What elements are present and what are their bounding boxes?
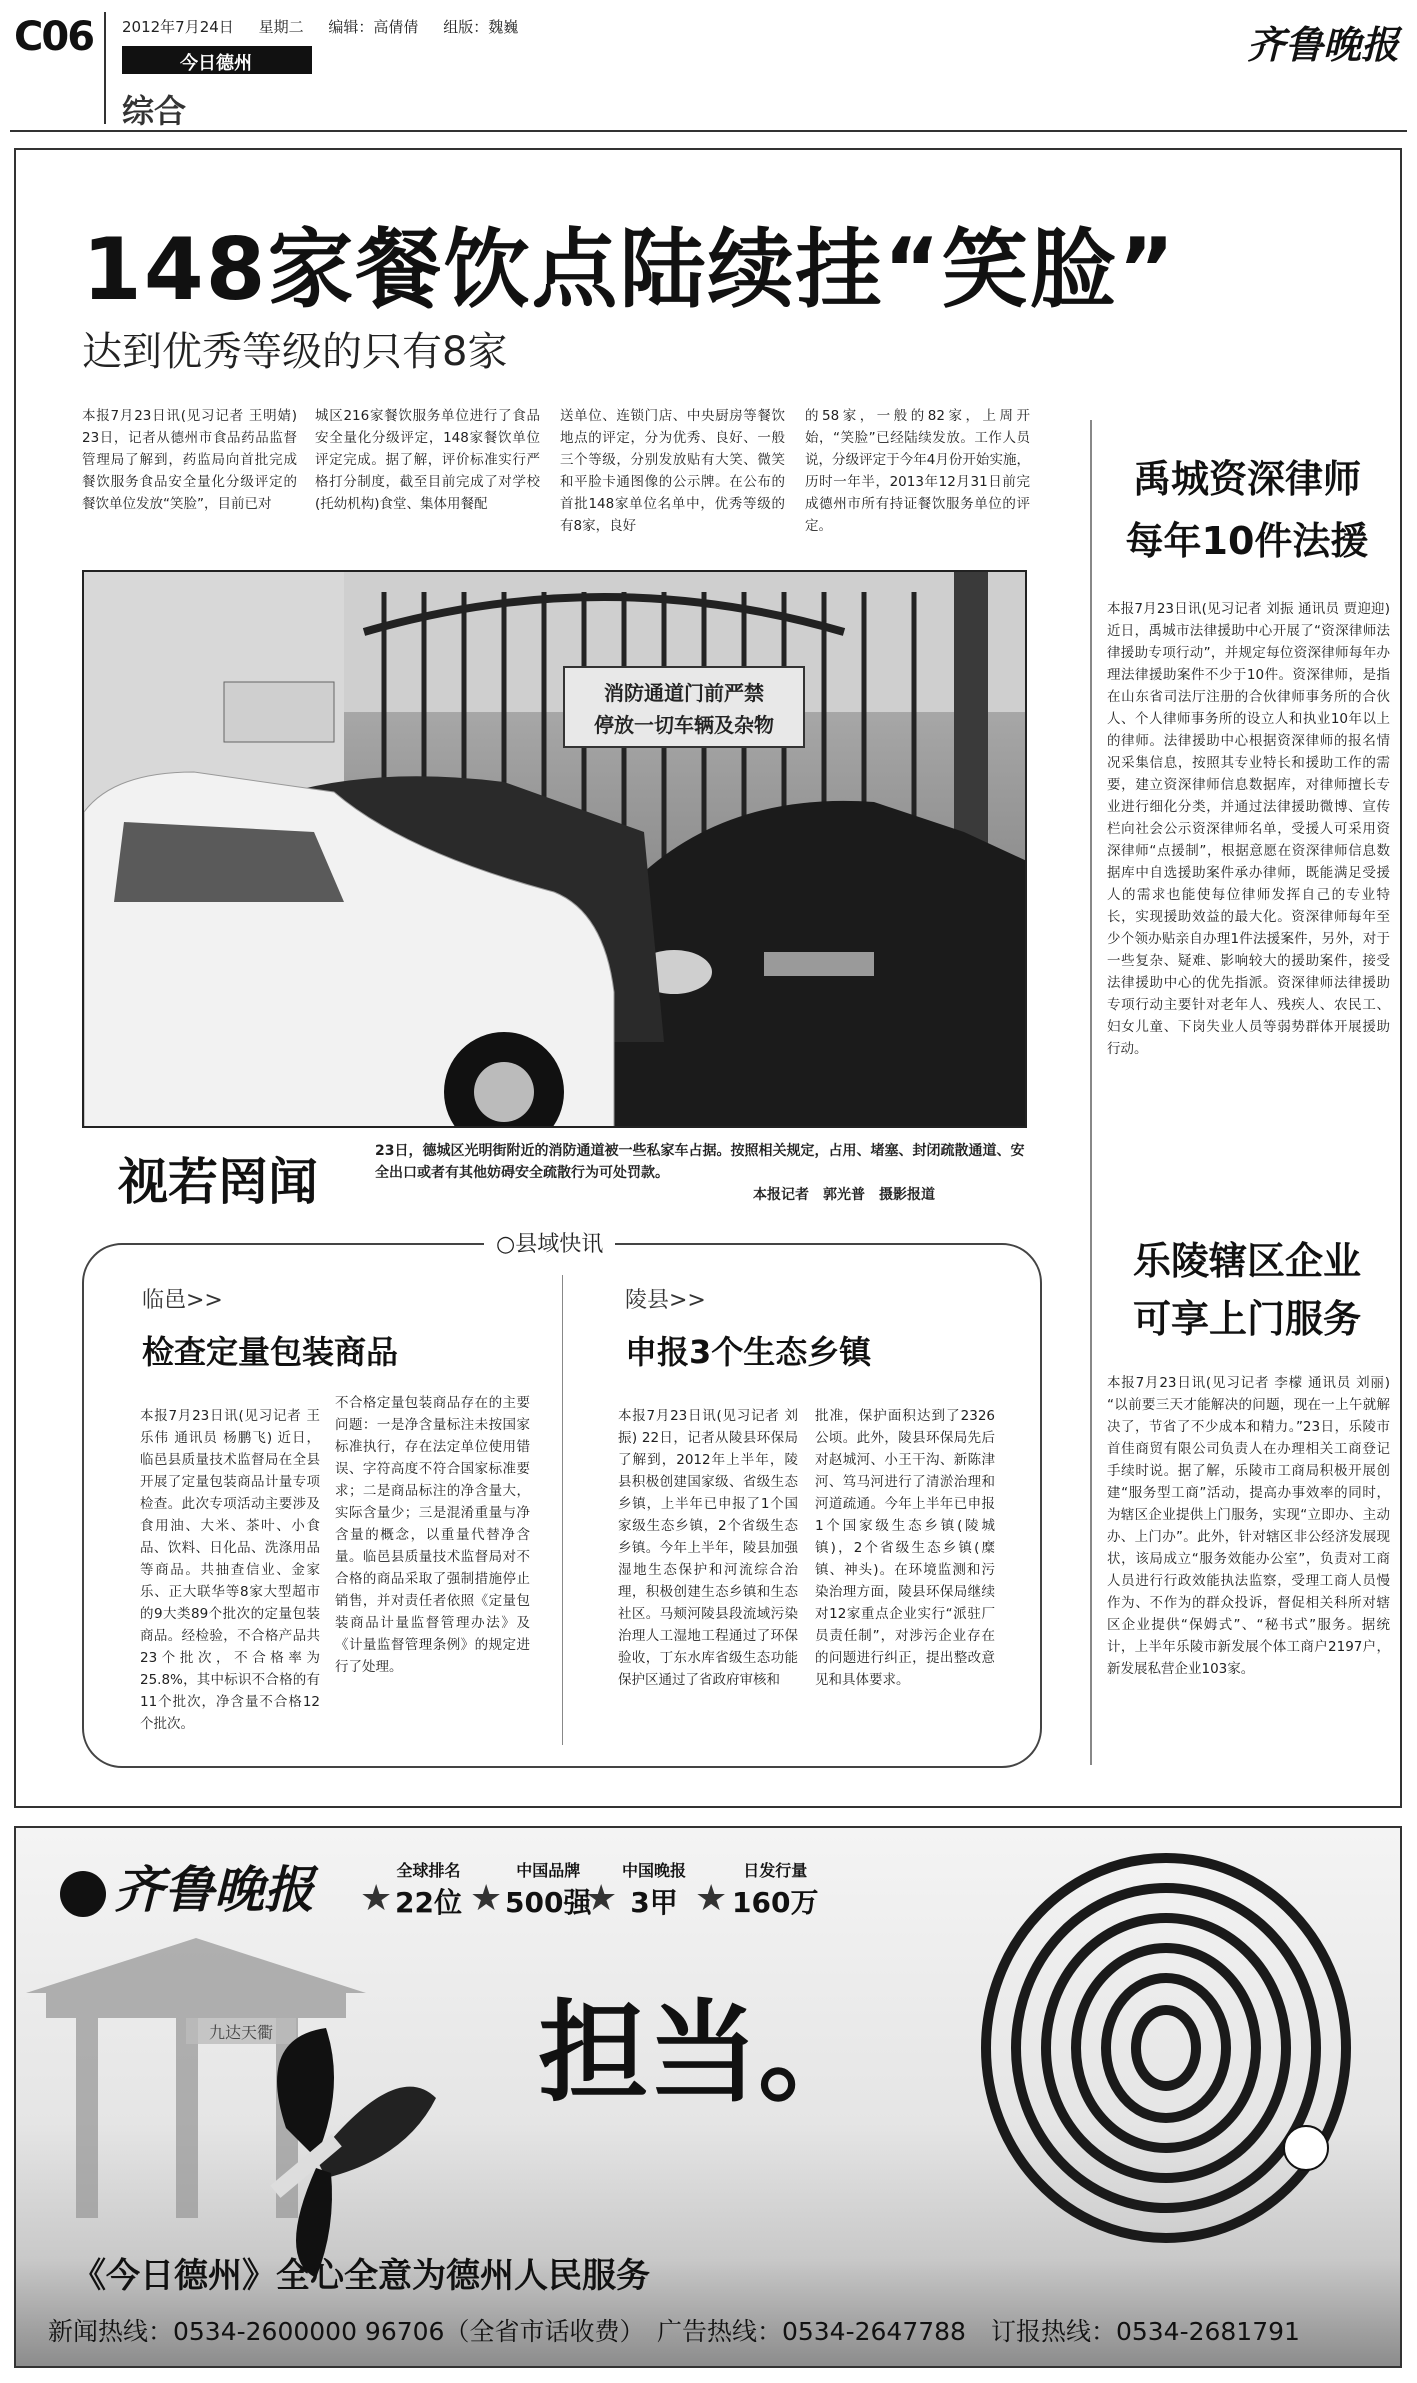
issue-date: 2012年7月24日 xyxy=(122,18,234,36)
arch-text: 九达天衢 xyxy=(208,2023,274,2042)
county-left-col-2: 不合格定量包装商品存在的主要问题：一是净含量标注未按国家标准执行，存在法定单位使用错误、字符高度不符合国家标准要求；二是商品标注的净含量大，实际含量少；三是混淆重量与净含量的概念，以重量代替净含量。临邑县质量技术监督局对不合格的商品采取了强制措施停止销售，并对责任者依照《定量包装商品计量监督管理办法》及《计量监督管理条例》的规定进行了处理。 xyxy=(335,1395,530,1675)
photo-illustration xyxy=(84,572,1027,1128)
photo-caption xyxy=(375,1140,1025,1206)
county-right-col-2: 批准，保护面积达到了2326公顷。此外，陵县环保局先后对赵城河、小王干沟、新陈津河、笃马河进行了清淤治理和河道疏通。今年上半年已申报1个国家级生态乡镇(陵城镇)，2个省级生态乡镇(糜镇、神头)。在环境监测和污染治理方面，陵县环保局继续对12家重点企业实行“派驻厂员责任制”，对涉污企业存在的问题进行纠正，提出整改意见和具体要求。 xyxy=(815,1408,995,1688)
photo-caption-text: 23日，德城区光明街附近的消防通道被一些私家车占据。按照相关规定，占用、堵塞、封闭疏散通道、安全出口或者有其他妨碍安全疏散行为可处罚款。 xyxy=(375,1143,1025,1181)
ad-logo: 齐鲁晚报 xyxy=(60,1850,314,1922)
section-name: 综合 xyxy=(122,92,187,130)
header-rule xyxy=(10,130,1407,132)
photo-title: 视若罔闻 xyxy=(118,1153,318,1211)
county-left-title: 检查定量包装商品 xyxy=(142,1333,399,1371)
lead-subheadline: 达到优秀等级的只有8家 xyxy=(82,329,508,375)
star-icon: ★ xyxy=(585,1878,618,1919)
lead-column-3: 送单位、连锁门店、中央厨房等餐饮地点的评定，分为优秀、良好、一般三个等级，分别发放贴有大笑、微笑和平脸卡通图像的公示牌。在公布的首批148家单位名单中，优秀等级的有8家，良好 xyxy=(560,408,785,534)
sidebar-story1-title-1: 禹城资深律师 xyxy=(1132,457,1361,501)
county-left-region: 临邑>> xyxy=(142,1288,223,1313)
star-icon: ★ xyxy=(360,1878,393,1919)
section-tab: 今日德州 xyxy=(122,46,312,74)
sidebar-story2-title-2: 可享上门服务 xyxy=(1132,1297,1361,1341)
ad-stat-evening: 中国晚报 3甲 xyxy=(622,1861,687,1919)
ad-slogan: 担当。 xyxy=(538,1988,868,2117)
county-left-col-1: 本报7月23日讯(见习记者 王乐伟 通讯员 杨鹏飞) 近日，临邑县质量技术监督局在全县开展了定量包装商品计量专项检查。此次专项活动主要涉及食用油、大米、茶叶、小食品、饮料、日化品、洗涤用品等商品。共抽查信业、金家乐、正大联华等8家大型超市的9大类89个批次的定量包装商品。经检验，不合格产品共23个批次，不合格率为25.8%，其中标识不合格的有11个批次，净含量不合格12个批次。 xyxy=(140,1408,320,1732)
newspaper-logo: 齐鲁晚报 xyxy=(1246,22,1399,67)
sidebar-story1-title-2: 每年10件法援 xyxy=(1125,519,1369,563)
ad-stat-circulation: 日发行量 160万 xyxy=(732,1861,819,1919)
circle-icon: ○ xyxy=(496,1232,516,1257)
county-divider xyxy=(562,1275,563,1745)
county-right-region: 陵县>> xyxy=(625,1288,706,1313)
county-right-title: 申报3个生态乡镇 xyxy=(625,1333,872,1371)
ad-stat-brand: 中国品牌 500强 xyxy=(505,1861,592,1919)
ad-stat-ranking: 全球排名 22位 xyxy=(395,1861,462,1919)
sidebar-story1-body: 本报7月23日讯(见习记者 刘振 通讯员 贾迎迎) 近日，禹城市法律援助中心开展了“资深律师法律援助专项行动”，并规定每位资深律师每年办理法律援助案件不少于10件。资深律师，是指在山东省司法厅注册的合伙律师事务所的合伙人、个人律师事务所的设立人和执业10年以上的律师。法律援助中心根据资深律师的报名情况采集信息，按照其专业特长和援助工作的需要，建立资深律师信息数据库，对律师擅长专业进行细化分类，并通过法律援助微博、宣传栏向社会公示资深律师名单，受援人可采用资深律师“点援制”，根据意愿在资深律师信息数据库中自选援助案件承办律师，既能满足受援人的需求也能使每位律师发挥自己的专业特长，实现援助效益的最大化。资深律师每年至少个领办贴亲自办理1件法援案件，另外，对于一些复杂、疑难、影响较大的援助案件，接受法律援助中心的优先指派。资深律师法律援助专项行动主要针对老年人、残疾人、农民工、妇女儿童、下岗失业人员等弱势群体开展援助行动。 xyxy=(1107,601,1390,1057)
header-meta xyxy=(122,16,532,37)
sign-text: 消防通道门前严禁 xyxy=(604,681,764,705)
sidebar-divider xyxy=(1090,420,1092,1765)
editor-credit: 编辑：高倩倩 xyxy=(328,18,419,36)
lead-column-4: 的58家，一般的82家，上周开始，“笑脸”已经陆续发放。工作人员说，分级评定于今年4月份开始实施，历时一年半，2013年12月31日前完成德州市所有持证餐饮服务单位的评定。 xyxy=(805,408,1030,534)
lead-column-2: 城区216家餐饮服务单位进行了食品安全量化分级评定，148家餐饮单位评定完成。据了解，评价标准实行严格打分制度，截至目前完成了对学校(托幼机构)食堂、集体用餐配 xyxy=(315,408,540,512)
ad-tagline: 《今日德州》全心全意为德州人民服务 xyxy=(72,2256,650,2296)
county-news-label: ○县域快讯 xyxy=(484,1227,615,1258)
sidebar-story2-title-1: 乐陵辖区企业 xyxy=(1132,1239,1361,1283)
star-icon: ★ xyxy=(470,1878,503,1919)
lead-column-1: 本报7月23日讯(见习记者 王明婧) 23日，记者从德州市食品药品监督管理局了解到，药监局向首批完成餐饮服务食品安全量化分级评定的餐饮单位发放“笑脸”，目前已对 xyxy=(82,408,297,512)
photo-credit: 本报记者 郭光普 摄影报道 xyxy=(753,1187,935,1203)
issue-weekday: 星期二 xyxy=(258,18,304,36)
news-photo xyxy=(82,570,1027,1128)
svg-text:停放一切车辆及杂物: 停放一切车辆及杂物 xyxy=(594,713,774,737)
star-icon: ★ xyxy=(695,1878,728,1919)
header-divider xyxy=(104,12,106,124)
logo-mark-icon xyxy=(60,1871,106,1917)
lead-headline: 148家餐饮点陆续挂“笑脸” xyxy=(82,220,1177,320)
page-number: C06 xyxy=(14,14,94,60)
sidebar-story2-body: 本报7月23日讯(见习记者 李檬 通讯员 刘丽) “以前要三天才能解决的问题，现在一上午就解决了，节省了不少成本和精力。”23日，乐陵市首佳商贸有限公司负责人在办理相关工商登记手续时说。据了解，乐陵市工商局积极开展创建“服务型工商”活动，提高办事效率的同时，为辖区企业提供上门服务，实现“立即办、主动办、上门办”。此外，针对辖区非公经济发展现状，该局成立“服务效能办公室”，负责对工商人员进行行政效能执法监察，受理工商人员慢作为、不作为的群众投诉，督促相关科所对辖区企业提供“保姆式”、“秘书式”服务。据统计，上半年乐陵市新发展个体工商户2197户，新发展私营企业103家。 xyxy=(1107,1375,1390,1677)
layout-credit: 组版：魏巍 xyxy=(443,18,519,36)
ad-hotlines: 新闻热线：0534-2600000 96706（全省市话收费） 广告热线：0534-2647788 订报热线：0534-2681791 xyxy=(48,2317,1300,2346)
county-right-col-1: 本报7月23日讯(见习记者 刘振) 22日，记者从陵县环保局了解到，2012年上半年，陵县积极创建国家级、省级生态乡镇，上半年已申报了1个国家级生态乡镇，2个省级生态乡镇。今年上半年，陵县加强湿地生态保护和河流综合治理，积极创建生态乡镇和生态社区。马颊河陵县段流域污染治理人工湿地工程通过了环保验收，丁东水库省级生态功能保护区通过了省政府审核和 xyxy=(618,1408,798,1688)
